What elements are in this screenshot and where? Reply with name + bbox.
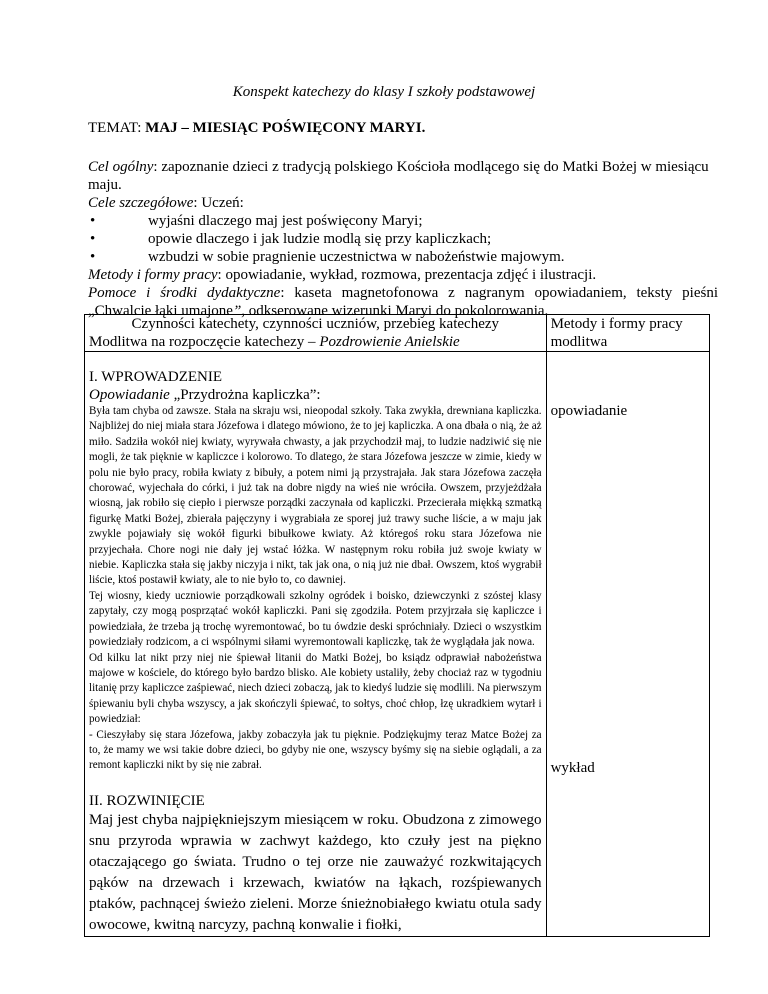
lesson-plan-table	[84, 314, 710, 937]
table-cell	[85, 352, 547, 937]
goal-bullet	[88, 230, 718, 248]
document-title: Konspekt katechezy do klasy I szkoły podstawowej	[232, 84, 536, 100]
table-row	[85, 315, 710, 352]
bullet-icon: •	[90, 249, 96, 265]
bullet-icon: •	[90, 231, 96, 247]
table-cell	[85, 315, 547, 352]
aids-text-end: odkserowane wizerunki Maryi do pokolorowania.	[245, 303, 549, 319]
story-paragraph: Od kilku lat nikt przy niej nie śpiewał litanii do Matki Bożej, bo ksiądz odprawiał nabożeństwa majowe w kościele, do którego było bardzo blisko. Ale kobiety ustaliły, żeby chociaż raz w tygodniu litanię przy kapliczce zaśpiewać, niech dzieci zobaczą, jak to kiedyś ludzie się modlili. Na pierwszym śpiewaniu byli chyba wszyscy, a jak skończyli śpiewać, to sołtys, choć chłop, łzę ukradkiem wytarł i powiedział:	[89, 651, 542, 726]
goals-specific	[88, 194, 718, 212]
story-paragraph: Tej wiosny, kiedy uczniowie porządkowali szkolny ogródek i boisko, dziewczynki z szóstej klasy zapytały, czy mogą posprzątać wokół kapliczki. Pani się zgodziła. Potem przyjrzała się kapliczce i powiedziała, że trzeba ją trochę wyremontować, bo tu ówdzie deski spróchniały. Dzieci o wszystkim powiedziały rodzicom, a ci wspólnymi siłami wyremontowali kapliczkę, tak że wyglądała jak nowa.	[89, 589, 542, 649]
topic-line	[88, 120, 425, 137]
bullet-icon: •	[90, 213, 96, 229]
section2-text: Maj jest chyba najpiękniejszym miesiącem w roku. Obudzona z zimowego snu przyroda wprawia w zachwyt każdego, kto czuły jest na piękno otaczającego go świata. Trudno o tej orze nie zauważyć rozkwitających pąków na drzewach i krzewach, kwiatów na łąkach, rozśpiewanych ptaków, pachnącej świeżo zieleni. Morze śnieżnobiałego kwiatu otula sady owocowe, kwitną narcyzy, pachną konwalie i fiołki,	[89, 811, 542, 933]
aids-label: Pomoce i środki dydaktyczne	[88, 285, 281, 301]
story-paragraph: Była tam chyba od zawsze. Stała na skraju wsi, nieopodal szkoły. Taka zwykła, drewniana kapliczka. Najbliżej do niej miała stara Józefowa i dlatego mówiono, że to jej kapliczka. A ona dbała o nią, że aż miło. Sadziła wokół niej kwiaty, wyrywała chwasty, a jak przychodził maj, to ludzie nadziwić się nie mogli, że tak pięknie w kapliczce i kolorowo. To dlatego, że stara Józefowa jeszcze w zimie, kiedy w polu nie było pracy, robiła kwiaty z bibuły, a potem nimi ją przystrajała. Jak stara Józefowa zaczęła chorować, wyjechała do córki, i już tak na dobre nigdy na wieś nie wróciła. Owszem, przyjeżdżała wiosną, jak robiło się ciepło i pierwsze porządki zaczynała od kapliczki. Przecierała miękką szmatką figurkę Matki Bożej, zbierała pajęczyny i wygrabiała ze sporej już trawy suche liście, a w maju jak zwykle pojawiały się wokół figurki bibułkowe kwiaty. Aż któregoś roku stara Józefowa nie przyjechała. Chore nogi nie dały jej wstać łóżka. W następnym roku robiła już swoje kwiaty w niebie. Kapliczka stała się jakby niczyja i nikt, tak jak ona, o nią już nie dbał. Owszem, ktoś wygrabił liście, ktoś postawił kwiaty, ale to nie było to, co dawniej.	[89, 405, 542, 587]
section2-method: wykład	[550, 760, 595, 776]
story-label: Opowiadanie	[89, 387, 170, 403]
story-title: „Przydrożna kapliczka”:	[169, 387, 321, 403]
methods-line	[88, 266, 718, 284]
goal-item: wyjaśni dlaczego maj jest poświęcony Maryi;	[148, 213, 423, 229]
lesson-goals	[88, 158, 718, 320]
section2-heading: II. ROZWINIĘCIE	[89, 792, 205, 809]
methods-label: Metody i formy pracy	[88, 267, 218, 283]
header-col1: Czynności katechety, czynności uczniów, przebieg katechezy	[131, 316, 500, 332]
goals-specific-label: Cele szczegółowe	[88, 195, 194, 211]
table-cell	[546, 352, 709, 937]
topic-label: TEMAT:	[88, 120, 142, 136]
goals-specific-text: : Uczeń:	[193, 195, 244, 211]
table-row	[85, 352, 710, 937]
methods-text: : opowiadanie, wykład, rozmowa, prezentacja zdjęć i ilustracji.	[217, 267, 597, 283]
prayer-name: Pozdrowienie Anielskie	[319, 334, 460, 350]
story-method: opowiadanie	[550, 403, 628, 419]
goal-item: wzbudzi w sobie pragnienie uczestnictwa w nabożeństwie majowym.	[148, 249, 565, 265]
aids-quote-end: ”,	[232, 303, 246, 319]
prayer-line	[89, 333, 542, 351]
aids-text: : kaseta magnetofonowa z nagranym opowiadaniem, teksty pieśni „Chwalcie łąki umajone	[88, 285, 718, 319]
goal-item: opowie dlaczego i jak ludzie modlą się przy kapliczkach;	[148, 231, 492, 247]
topic-text: MAJ – MIESIĄC POŚWIĘCONY MARYI.	[145, 120, 426, 136]
story-heading	[89, 386, 542, 404]
story-paragraph: - Cieszyłaby się stara Józefowa, jakby zobaczyła jak tu pięknie. Podziękujmy teraz Matce Bożej za to, że mamy we wsi takie dobre dzieci, bo gdyby nie one, wszyscy byśmy się na siebie oglądali, a za remont kapliczki nikt by się nie zabrał.	[89, 728, 542, 772]
table-cell	[546, 315, 709, 352]
goal-general	[88, 158, 718, 194]
prayer-method: modlitwa	[550, 334, 608, 350]
header-col2: Metody i formy pracy	[550, 316, 683, 332]
goal-general-text: : zapoznanie dzieci z tradycją polskiego Kościoła modlącego się do Matki Bożej w miesiącu maju.	[88, 159, 709, 193]
goal-bullet	[88, 248, 718, 266]
goal-bullet	[88, 212, 718, 230]
section1-heading: I. WPROWADZENIE	[89, 369, 223, 385]
story-text	[89, 404, 542, 774]
goal-general-label: Cel ogólny	[88, 159, 154, 175]
prayer-text: Modlitwa na rozpoczęcie katechezy –	[89, 334, 320, 350]
